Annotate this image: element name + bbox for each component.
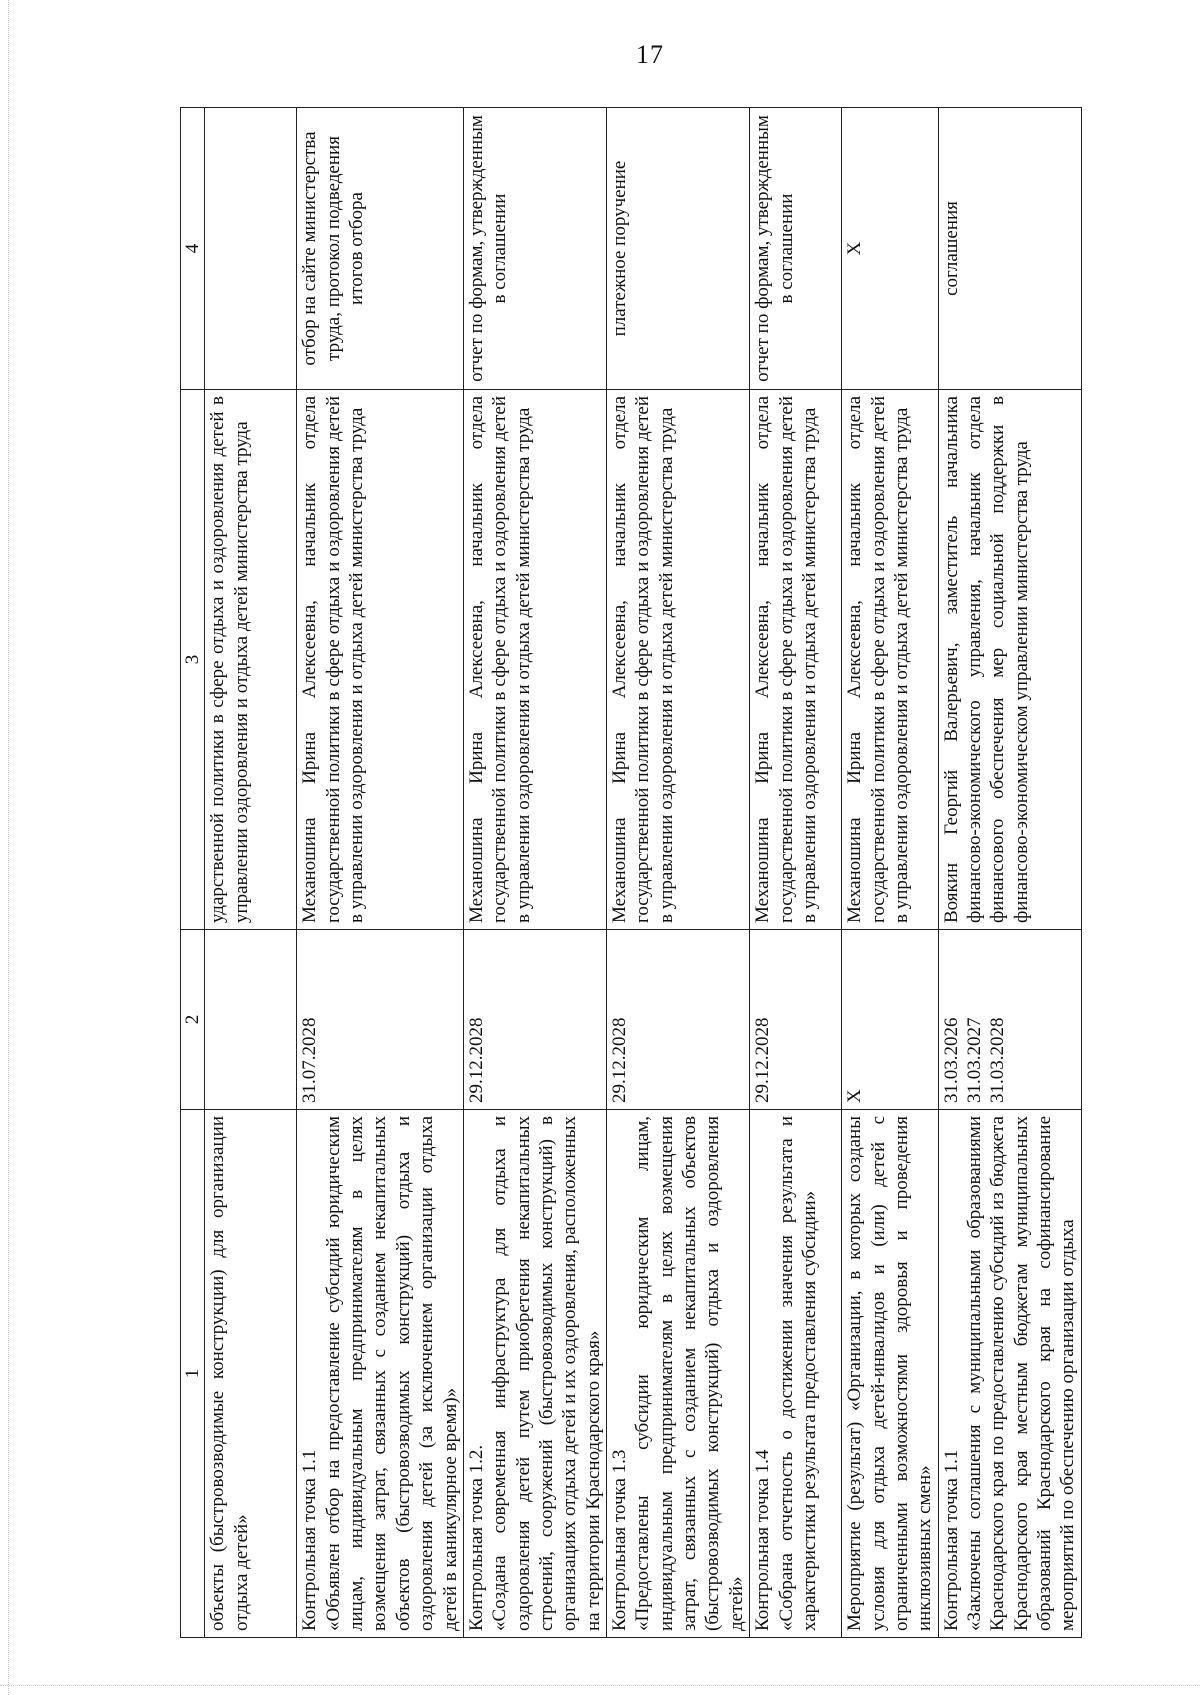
cell-measure: Контрольная точка 1.3 «Предоставлены субсидии юридическим лицам, индивидуальным предпринимателям в целях возмещения затрат, связанных с созданием некапитальных объектов (быстровозводимых конструкций) отдыха и оздоровления детей»: [607, 1110, 750, 1638]
header-col-3: 3: [181, 390, 205, 930]
cell-document: Х: [842, 108, 938, 390]
cell-measure: Контрольная точка 1.1 «Заключены соглашения с муниципальными образованиями Краснодарского края по предоставлению субсидий из бюджета Краснодарского края местным бюджетам муниципальных образований Краснодарского края на софинансирование мероприятий по обеспечению организации отдыха: [938, 1110, 1081, 1638]
page-number: 17: [636, 40, 664, 69]
scan-bottom-line: [0, 1685, 1200, 1687]
cell-document: платежное поручение: [607, 108, 750, 390]
cell-deadline: 29.12.2028: [750, 930, 842, 1110]
cell-deadline: 31.07.2028: [297, 930, 464, 1110]
cell-document: соглашения: [938, 108, 1081, 390]
cell-measure: объекты (быстровозводимые конструкции) для организации отдыха детей»: [205, 1110, 297, 1638]
cell-deadline: 31.03.2026 31.03.2027 31.03.2028: [938, 930, 1081, 1110]
cell-measure: Контрольная точка 1.2. «Создана современная инфраструктура для отдыха и оздоровления детей путем приобретения некапитальных строений, сооружений (быстровозводимых конструкций) в организациях отдыха детей и их оздоровления, расположенных на территории Краснодарского края»: [463, 1110, 606, 1638]
cell-deadline: 29.12.2028: [607, 930, 750, 1110]
cell-responsible: Механошина Ирина Алексеевна, начальник отдела государственной политики в сфере отдыха и оздоровления детей в управлении оздоровления и отдыха детей министерства труда: [607, 390, 750, 930]
cell-document: [205, 108, 297, 390]
header-col-1: 1: [181, 1110, 205, 1638]
header-row: [181, 108, 205, 1638]
cell-measure: Контрольная точка 1.4 «Собрана отчетность о достижении значения результата и характеристики результата предоставления субсидии»: [750, 1110, 842, 1638]
cell-responsible: Механошина Ирина Алексеевна, начальник отдела государственной политики в сфере отдыха и оздоровления детей в управлении оздоровления и отдыха детей министерства труда: [842, 390, 938, 930]
cell-measure: Контрольная точка 1.1 «Объявлен отбор на предоставление субсидий юридическим лицам, индивидуальным предпринимателям в целях возмещения затрат, связанных с созданием некапитальных объектов (быстровозводимых конструкций) отдыха и оздоровления детей (за исключением организации отдыха детей в каникулярное время)»: [297, 1110, 464, 1638]
header-col-2: 2: [181, 930, 205, 1110]
cell-responsible: Механошина Ирина Алексеевна, начальник отдела государственной политики в сфере отдыха и оздоровления детей в управлении оздоровления и отдыха детей министерства труда: [750, 390, 842, 930]
cell-document: отчет по формам, утвержденным в соглашении: [750, 108, 842, 390]
cell-responsible: Механошина Ирина Алексеевна, начальник отдела государственной политики в сфере отдыха и оздоровления детей в управлении оздоровления и отдыха детей министерства труда: [297, 390, 464, 930]
control-points-table: [180, 107, 1082, 1638]
table-row: [297, 108, 464, 1638]
rotated-table-container: [180, 108, 1079, 1638]
cell-deadline: 29.12.2028: [463, 930, 606, 1110]
table-row: [938, 108, 1081, 1638]
cell-deadline: Х: [842, 930, 938, 1110]
cell-responsible: Воякин Георгий Валерьевич, заместитель начальника финансово-экономического управления, начальник отдела финансового обеспечения мер социальной поддержки в финансово-экономическом управлении министерства труда: [938, 390, 1081, 930]
cell-responsible: Механошина Ирина Алексеевна, начальник отдела государственной политики в сфере отдыха и оздоровления детей в управлении оздоровления и отдыха детей министерства труда: [463, 390, 606, 930]
table-row: [750, 108, 842, 1638]
table-row: [842, 108, 938, 1638]
table-row: [463, 108, 606, 1638]
cell-measure: Мероприятие (результат) «Организации, в которых созданы условия для отдыха детей-инвалидов и (или) детей с ограниченными возможностями здоровья и проведения инклюзивных смен»: [842, 1110, 938, 1638]
cell-deadline: [205, 930, 297, 1110]
cell-document: отбор на сайте министерства труда, протокол подведения итогов отбора: [297, 108, 464, 390]
table-row: [205, 108, 297, 1638]
scan-edge-line: [8, 0, 10, 1695]
header-col-4: 4: [181, 108, 205, 390]
cell-responsible: ударственной политики в сфере отдыха и оздоровления детей в управлении оздоровления и отдыха детей министерства труда: [205, 390, 297, 930]
cell-document: отчет по формам, утвержденным в соглашении: [463, 108, 606, 390]
table-row: [607, 108, 750, 1638]
